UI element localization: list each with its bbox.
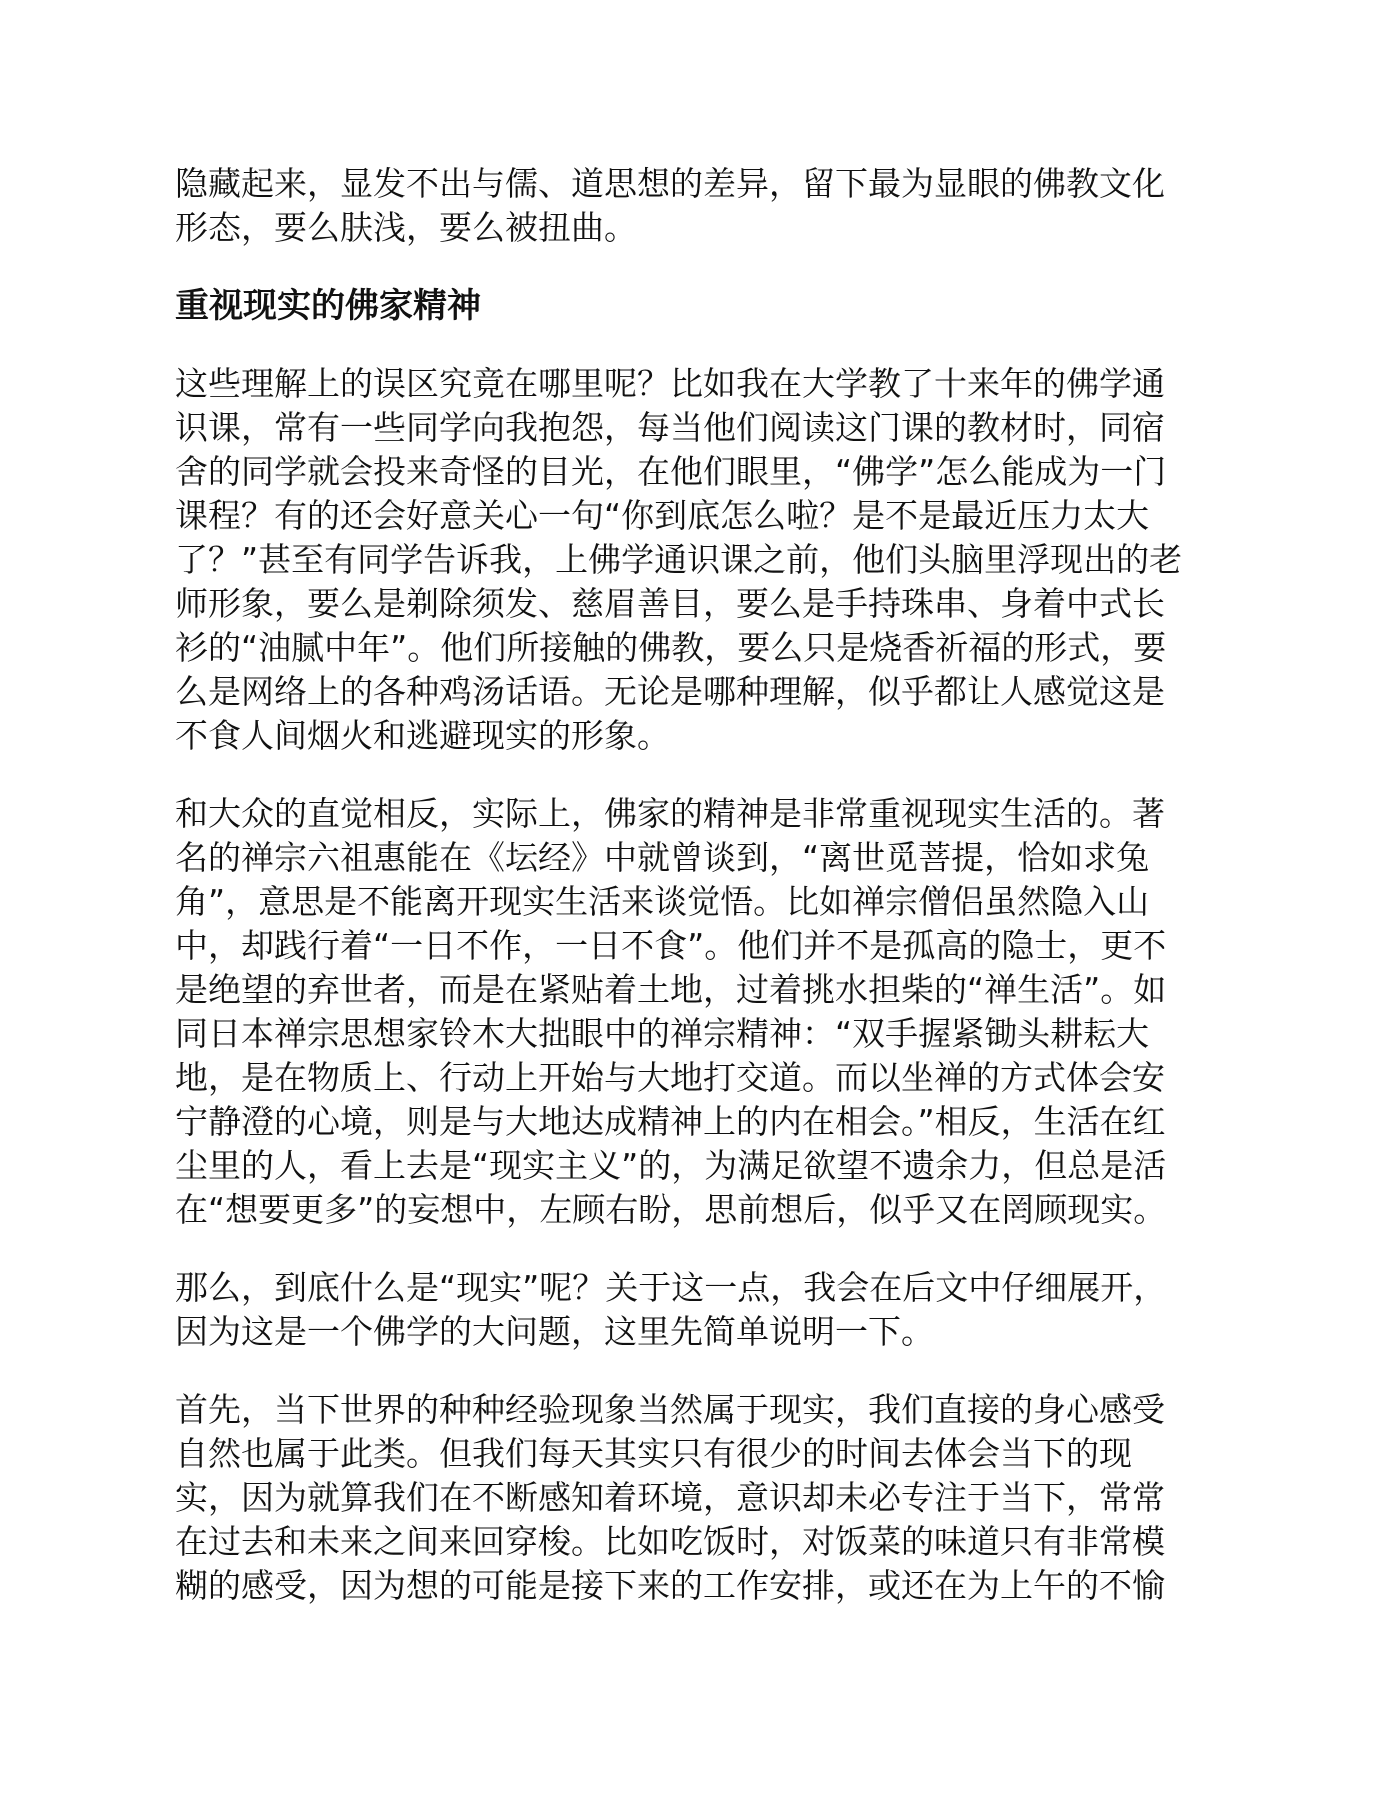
text-line: 形态，要么肤浅，要么被扭曲。 (175, 208, 637, 247)
text-line: 隐藏起来，显发不出与儒、道思想的差异，留下最为显眼的佛教文化 (175, 164, 1165, 203)
text-line: 名的禅宗六祖惠能在《坛经》中就曾谈到，“离世觅菩提，恰如求兔 (175, 838, 1150, 877)
text-line: 是绝望的弃世者，而是在紧贴着土地，过着挑水担柴的“禅生活”。如 (175, 970, 1167, 1009)
text-line: 宁静澄的心境，则是与大地达成精神上的内在相会。”相反，生活在红 (175, 1102, 1166, 1141)
text-line: 尘里的人，看上去是“现实主义”的，为满足欲望不遗余力，但总是活 (175, 1146, 1167, 1185)
text-line: 糊的感受，因为想的可能是接下来的工作安排，或还在为上午的不愉 (175, 1566, 1165, 1605)
text-line: 同日本禅宗思想家铃木大拙眼中的禅宗精神：“双手握紧锄头耕耘大 (175, 1014, 1150, 1053)
paragraph-0 (175, 162, 1220, 250)
text-line: 师形象，要么是剃除须发、慈眉善目，要么是手持珠串、身着中式长 (175, 584, 1165, 623)
text-line: 自然也属于此类。但我们每天其实只有很少的时间去体会当下的现 (175, 1434, 1132, 1473)
text-line: 因为这是一个佛学的大问题，这里先简单说明一下。 (175, 1312, 934, 1351)
paragraph-2 (175, 792, 1220, 1232)
text-line: 了？”甚至有同学告诉我，上佛学通识课之前，他们头脑里浮现出的老 (175, 540, 1183, 579)
text-line: 角”，意思是不能离开现实生活来谈觉悟。比如禅宗僧侣虽然隐入山 (175, 882, 1150, 921)
text-line: 和大众的直觉相反，实际上，佛家的精神是非常重视现实生活的。著 (175, 794, 1165, 833)
text-line: 那么，到底什么是“现实”呢？关于这一点，我会在后文中仔细展开， (175, 1268, 1167, 1307)
text-line: 舍的同学就会投来奇怪的目光，在他们眼里，“佛学”怎么能成为一门 (175, 452, 1167, 491)
text-line: 么是网络上的各种鸡汤话语。无论是哪种理解，似乎都让人感觉这是 (175, 672, 1165, 711)
text-line: 课程？有的还会好意关心一句“你到底怎么啦？是不是最近压力太大 (175, 496, 1150, 535)
text-line: 在过去和未来之间来回穿梭。比如吃饭时，对饭菜的味道只有非常模 (175, 1522, 1165, 1561)
section-heading: 重视现实的佛家精神 (175, 286, 481, 326)
paragraph-4 (175, 1388, 1220, 1608)
paragraph-1 (175, 362, 1220, 758)
paragraph-3 (175, 1266, 1220, 1354)
text-line: 地，是在物质上、行动上开始与大地打交道。而以坐禅的方式体会安 (175, 1058, 1165, 1097)
text-line: 识课，常有一些同学向我抱怨，每当他们阅读这门课的教材时，同宿 (175, 408, 1165, 447)
document-body (175, 162, 1220, 1642)
text-line: 首先，当下世界的种种经验现象当然属于现实，我们直接的身心感受 (175, 1390, 1165, 1429)
text-line: 中，却践行着“一日不作，一日不食”。他们并不是孤高的隐士，更不 (175, 926, 1167, 965)
text-line: 在“想要更多”的妄想中，左顾右盼，思前想后，似乎又在罔顾现实。 (175, 1190, 1167, 1229)
text-line: 这些理解上的误区究竟在哪里呢？比如我在大学教了十来年的佛学通 (175, 364, 1165, 403)
text-line: 不食人间烟火和逃避现实的形象。 (175, 716, 670, 755)
text-line: 衫的“油腻中年”。他们所接触的佛教，要么只是烧香祈福的形式，要 (175, 628, 1167, 667)
text-line: 实，因为就算我们在不断感知着环境，意识却未必专注于当下，常常 (175, 1478, 1165, 1517)
